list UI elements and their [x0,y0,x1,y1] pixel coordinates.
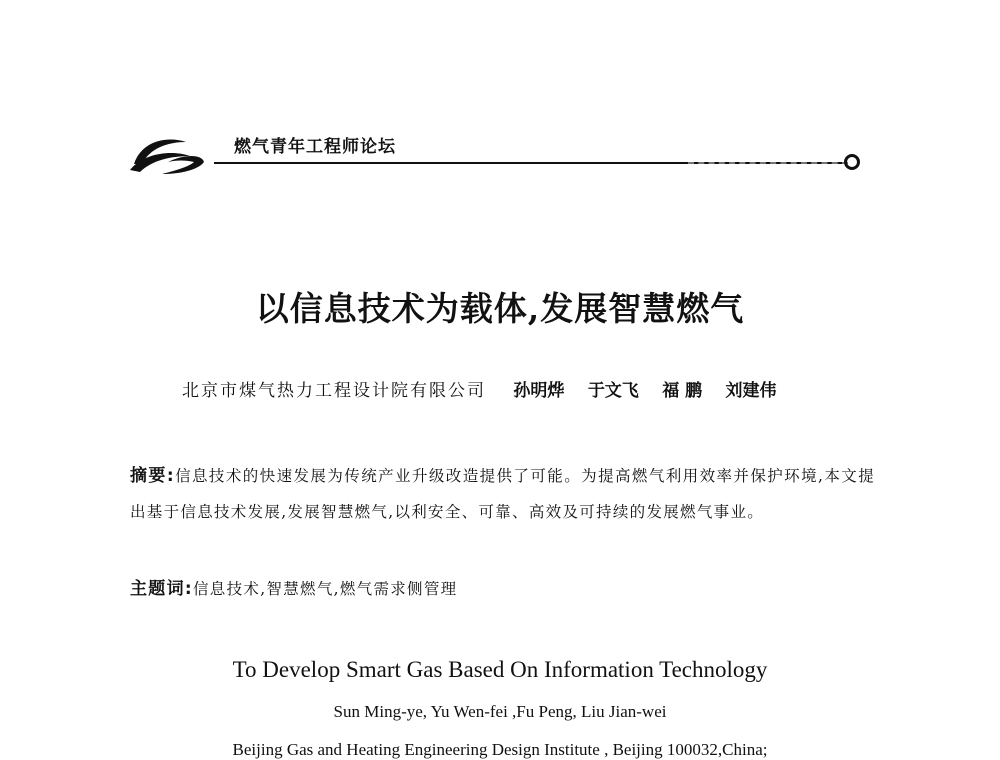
institution-cn: 北京市煤气热力工程设计院有限公司 [182,381,486,401]
keywords-cn [130,574,875,599]
author-line-cn [182,376,882,401]
author-cn-4: 刘建伟 [725,381,777,401]
affiliation-en: Beijing Gas and Heating Engineering Design Institute , Beijing 100032,China; [232,740,768,759]
keywords-label: 主题词: [130,579,193,599]
forum-title: 燃气青年工程师论坛 [234,137,396,157]
author-line-en: Sun Ming-ye, Yu Wen-fei ,Fu Peng, Liu Jian-wei [333,702,667,721]
author-cn-2: 于文飞 [587,381,639,401]
author-cn-3: 福 鹏 [662,381,703,401]
article-title-cn: 以信息技术为载体,发展智慧燃气 [255,289,745,328]
abstract-label: 摘要: [130,466,175,486]
abstract-cn [130,458,875,530]
keywords-text: 信息技术,智慧燃气,燃气需求侧管理 [193,580,458,598]
journal-header [128,128,868,180]
ring-bullet-icon [844,154,860,170]
abstract-text: 信息技术的快速发展为传统产业升级改造提供了可能。为提高燃气利用效率并保护环境,本文提出基于信息技术发展,发展智慧燃气,以利安全、可靠、高效及可持续的发展燃气事业。 [130,467,876,521]
article-title-en: To Develop Smart Gas Based On Information Technology [232,657,768,682]
flame-swirl-logo-icon [128,134,206,176]
header-rule-fade [688,162,848,164]
author-cn-1: 孙明烨 [513,381,565,401]
